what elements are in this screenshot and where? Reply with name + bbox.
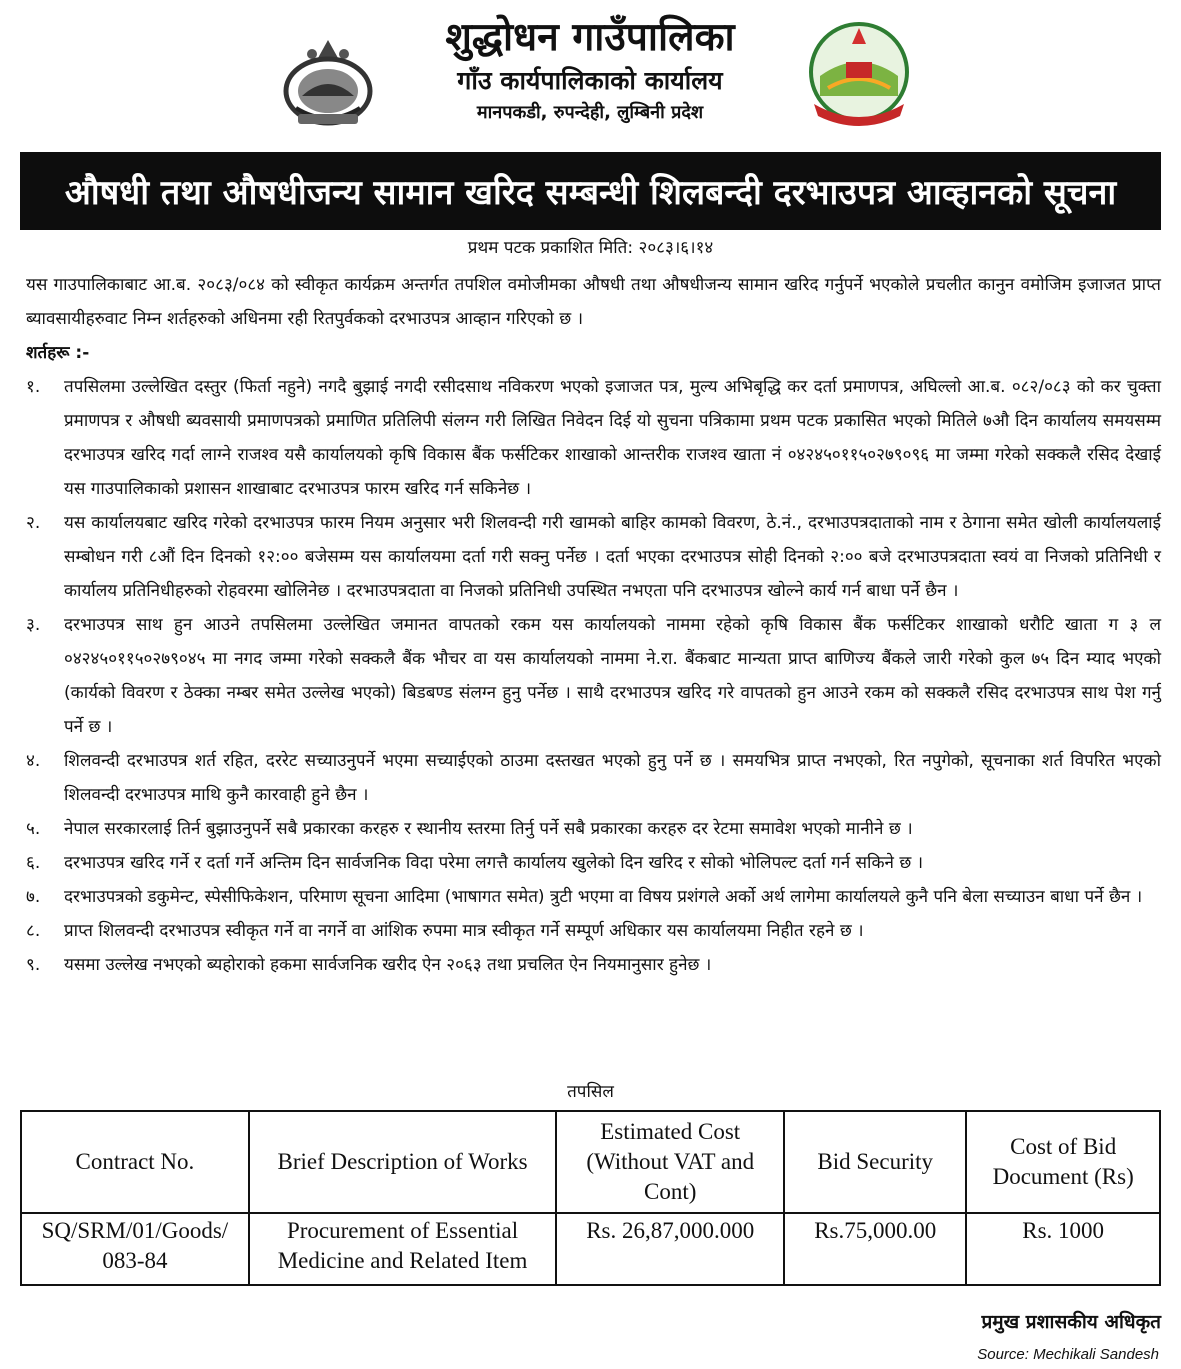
condition-number: ४.: [26, 751, 41, 771]
condition-text: यसमा उल्लेख नभएको ब्यहोराको हकमा सार्वजनिक खरीद ऐन २०६३ तथा प्रचलित ऐन नियमानुसार हुनेछ ।: [64, 955, 712, 975]
office-address: मानपकडी, रुपन्देही, लुम्बिनी प्रदेश: [476, 102, 704, 123]
condition-item: [26, 812, 1161, 846]
column-header: Brief Description of Works: [249, 1111, 557, 1213]
condition-number: ८.: [26, 921, 41, 941]
notice-body: [26, 268, 1161, 982]
column-header: Estimated Cost (Without VAT and Cont): [556, 1111, 784, 1213]
condition-item: [26, 608, 1161, 744]
condition-item: [26, 948, 1161, 982]
condition-item: [26, 744, 1161, 812]
condition-number: १.: [26, 377, 41, 397]
column-header: Contract No.: [21, 1111, 249, 1213]
condition-item: [26, 880, 1161, 914]
condition-text: यस कार्यालयबाट खरिद गरेको दरभाउपत्र फारम नियम अनुसार भरी शिलवन्दी गरी खामको बाहिर कामको विवरण, ठे.नं., दरभाउपत्रदाताको नाम र ठेगाना समेत खोली कार्यालयलाई सम्बोधन गरी ८औं दिन दिनको १२:०० बजेसम्म यस कार्यालयमा दर्ता गरी सक्नु पर्नेछ । दर्ता भएका दरभाउपत्र सोही दिनको २:०० बजे दरभाउपत्रदाता स्वयं वा निजको प्रतिनिधी र कार्यालय प्रतिनिधीहरुको रोहवरमा खोलिनेछ । दरभाउपत्रदाता वा निजको प्रतिनिधी उपस्थित नभएता पनि दरभाउपत्र खोल्ने कार्य गर्न बाधा पर्ने छैन ।: [64, 513, 1161, 601]
column-header: Bid Security: [784, 1111, 966, 1213]
condition-number: ६.: [26, 853, 41, 873]
condition-number: ५.: [26, 819, 41, 839]
signatory-title: प्रमुख प्रशासकीय अधिकृत: [981, 1311, 1161, 1333]
condition-text: दरभाउपत्र साथ हुन आउने तपसिलमा उल्लेखित जमानत वापतको रकम यस कार्यालयको नाममा रहेको कृषि विकास बैंक फर्सटिकर शाखाको धरौटि खाता ग ३ ल ०४२४५०११५०२७९०४५ मा नगद जम्मा गरेको सक्कलै बैंक भौचर वा यस कार्यालयको नाममा ने.रा. बैंकबाट मान्यता प्राप्त बाणिज्य बैंकले जारी गरेको कुल ७५ दिन म्याद भएको (कार्यको विवरण र ठेक्का नम्बर समेत उल्लेख भएको) बिडबण्ड संलग्न हुनु पर्नेछ । साथै दरभाउपत्र खरिद गरे वापतको हुन आउने रकम को सक्कलै रसिद दरभाउपत्र साथ पेश गर्नु पर्ने छ ।: [64, 615, 1161, 737]
municipality-name: शुद्धोधन गाउँपालिका: [445, 15, 735, 60]
condition-text: तपसिलमा उल्लेखित दस्तुर (फिर्ता नहुने) नगदै बुझाई नगदी रसीदसाथ नविकरण भएको इजाजत पत्र, मुल्य अभिबृद्धि कर दर्ता प्रमाणपत्र, अघिल्लो आ.ब. ०८२/०८३ को कर चुक्ता प्रमाणपत्र र औषधी ब्यवसायी प्रमाणपत्रको प्रमाणित प्रतिलिपी संलग्न गरी लिखित निवेदन दिई यो सुचना पत्रिकामा प्रथम पटक प्रकासित भएको मितिले ७औ दिन कार्यालय समयसम्म दरभाउपत्र खरिद गर्दा लाग्ने राजश्व यसै कार्यालयको कृषि विकास बैंक फर्सटिकर शाखाको आन्तरीक राजश्व खाता नं ०४२४५०११५०२७९०९६ मा जम्मा गरेको सक्कलै रसिद देखाई यस गाउपालिकाको प्रशासन शाखाबाट दरभाउपत्र फारम खरिद गर्न सकिनेछ ।: [64, 377, 1161, 499]
intro-paragraph: यस गाउपालिकाबाट आ.ब. २०८३/०८४ को स्वीकृत कार्यक्रम अन्तर्गत तपशिल वमोजीमका औषधी तथा औषधीजन्य सामान खरिद गर्नुपर्ने भएकोले प्रचलीत कानुन वमोजिम इजाजत प्राप्त ब्यावसायीहरुवाट निम्न शर्तहरुको अधिनमा रही रितपुर्वकको दरभाउपत्र आव्हान गरिएको छ ।: [26, 275, 1161, 329]
bid-security-cell: Rs.75,000.00: [784, 1213, 966, 1285]
table-row: [21, 1213, 1160, 1285]
condition-number: २.: [26, 513, 41, 533]
schedule-table: [20, 1110, 1161, 1286]
condition-item: [26, 370, 1161, 506]
conditions-list: [26, 370, 1161, 982]
condition-text: दरभाउपत्रको डकुमेन्ट, स्पेसीफिकेशन, परिमाण सूचना आदिमा (भाषागत समेत) त्रुटी भएमा वा विषय प्रशंगले अर्को अर्थ लागेमा कार्यालयले कुनै पनि बेला सच्याउन बाधा पर्ने छैन ।: [64, 887, 1143, 907]
office-title-block: [380, 12, 800, 128]
notice-header: [0, 0, 1181, 150]
nepal-government-emblem-icon: [278, 36, 378, 131]
estimated-cost-cell: Rs. 26,87,000.000: [556, 1213, 784, 1285]
schedule-label: तपसिल: [567, 1082, 614, 1102]
condition-text: नेपाल सरकारलाई तिर्न बुझाउनुपर्ने सबै प्रकारका करहरु र स्थानीय स्तरमा तिर्नु पर्ने सबै प्रकारका करहरु दर रेटमा समावेश भएको मानीने छ ।: [64, 819, 913, 839]
table-header-row: [21, 1111, 1160, 1213]
condition-item: [26, 914, 1161, 948]
description-cell: Procurement of Essential Medicine and Related Item: [249, 1213, 557, 1285]
notice-title-banner: औषधी तथा औषधीजन्य सामान खरिद सम्बन्धी शिलबन्दी दरभाउपत्र आव्हानको सूचना: [20, 152, 1161, 230]
condition-text: दरभाउपत्र खरिद गर्ने र दर्ता गर्ने अन्तिम दिन सार्वजनिक विदा परेमा लगत्तै कार्यालय खुलेको दिन खरिद र सोको भोलिपल्ट दर्ता गर्न सकिने छ ।: [64, 853, 924, 873]
contract-no-cell: SQ/SRM/01/Goods/ 083-84: [21, 1213, 249, 1285]
condition-text: शिलवन्दी दरभाउपत्र शर्त रहित, दररेट सच्याउनुपर्ने भएमा सच्याईएको ठाउमा दस्तखत भएको हुनु पर्ने छ । समयभित्र प्राप्त नभएको, रित नपुगेको, सूचनाका शर्त विपरित भएको शिलवन्दी दरभाउपत्र माथि कुनै कारवाही हुने छैन ।: [64, 751, 1161, 805]
condition-number: ३.: [26, 615, 41, 635]
column-header: Cost of Bid Document (Rs): [966, 1111, 1160, 1213]
condition-item: [26, 506, 1161, 608]
publication-date: प्रथम पटक प्रकाशित मिति: २०८३।६।१४: [467, 238, 714, 258]
bid-document-cost-cell: Rs. 1000: [966, 1213, 1160, 1285]
condition-number: ९.: [26, 955, 41, 975]
condition-number: ७.: [26, 887, 41, 907]
conditions-heading: शर्तहरू :-: [26, 343, 90, 363]
office-name: गाँउ कार्यपालिकाको कार्यालय: [457, 66, 723, 95]
source-credit: Source: Mechikali Sandesh: [977, 1346, 1159, 1363]
municipality-logo-icon: [806, 18, 912, 130]
condition-item: [26, 846, 1161, 880]
condition-text: प्राप्त शिलवन्दी दरभाउपत्र स्वीकृत गर्ने वा नगर्ने वा आंशिक रुपमा मात्र स्वीकृत गर्ने सम्पूर्ण अधिकार यस कार्यालयमा निहीत रहने छ ।: [64, 921, 864, 941]
